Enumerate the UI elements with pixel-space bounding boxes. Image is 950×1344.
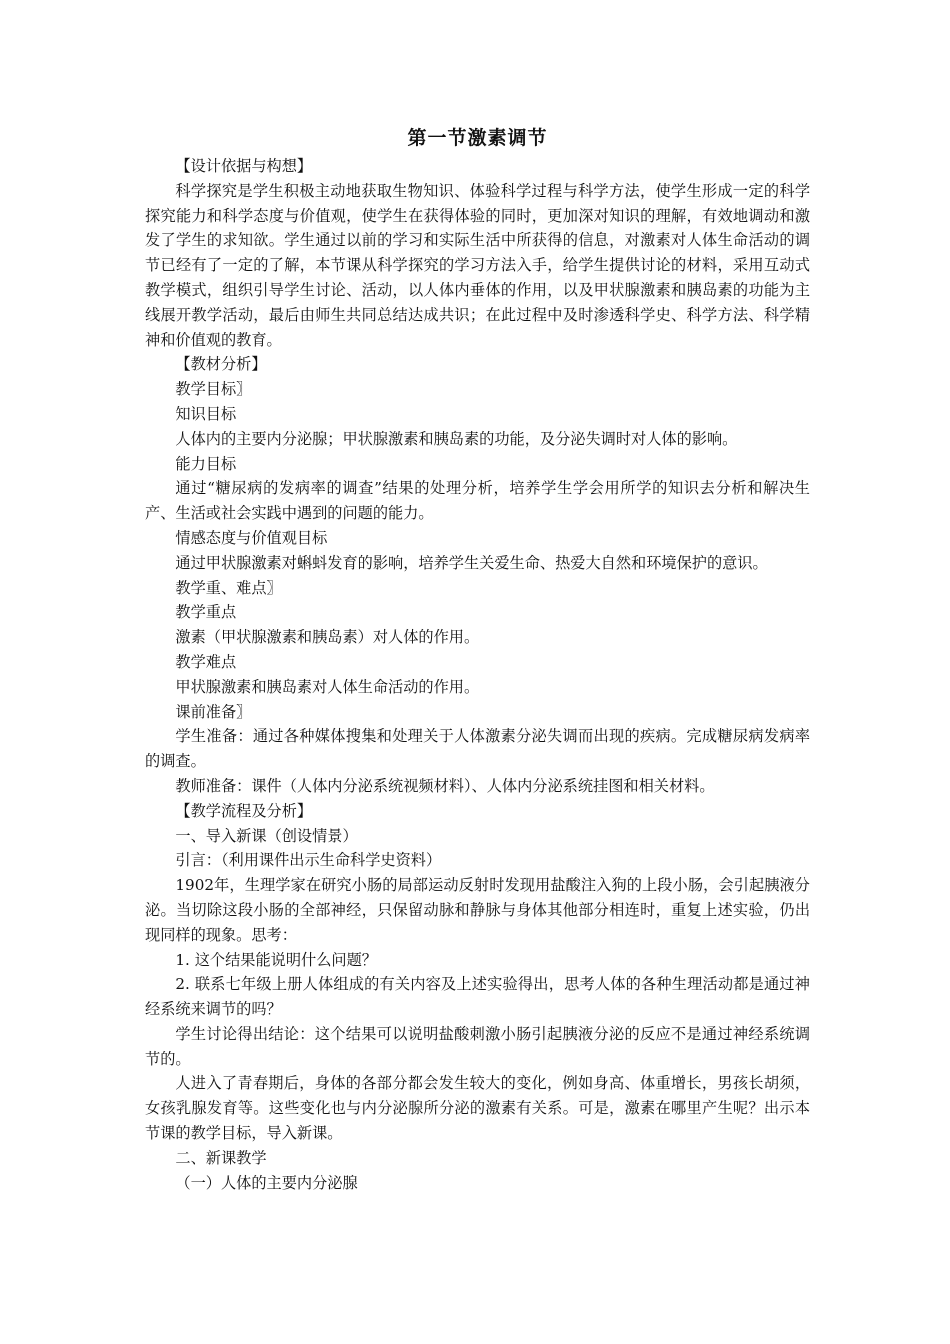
paragraph: 教师准备：课件（人体内分泌系统视频材料）、人体内分泌系统挂图和相关材料。 [175,776,715,795]
subheading: 教学目标〗 [175,380,252,399]
paragraph: 引言：（利用课件出示生命科学史资料） [175,851,442,870]
subheading: 一、导入新课（创设情景） [175,826,358,845]
document-body [145,154,810,1195]
section-heading: 【设计依据与构想】 [175,157,313,175]
subheading: 情感态度与价值观目标 [175,528,328,547]
section-heading: 【教学流程及分析】 [175,801,313,820]
paragraph: 1902年，生理学家在研究小肠的局部运动反射时发现用盐酸注入狗的上段小肠，会引起胰液分泌。当切除这段小肠的全部神经，只保留动脉和静脉与身体其他部分相连时，重复上述实验，仍出现同样的现象。思考： [145,876,810,944]
subheading: 教学重、难点〗 [175,578,282,597]
paragraph: 学生讨论得出结论：这个结果可以说明盐酸刺激小肠引起胰液分泌的反应不是通过神经系统调节的。 [145,1024,810,1068]
paragraph: 通过“糖尿病的发病率的调查”结果的处理分析，培养学生学会用所学的知识去分析和解决生产、生活或社会实践中遇到的问题的能力。 [145,479,810,523]
paragraph: 激素（甲状腺激素和胰岛素）对人体的作用。 [175,628,480,647]
paragraph: 甲状腺激素和胰岛素对人体生命活动的作用。 [175,677,480,696]
paragraph: 学生准备：通过各种媒体搜集和处理关于人体激素分泌失调而出现的疾病。完成糖尿病发病率的调查。 [145,727,810,771]
subheading: 教学重点 [175,603,237,622]
subheading: 知识目标 [175,404,237,423]
list-item: 2. 联系七年级上册人体组成的有关内容及上述实验得出，思考人体的各种生理活动都是通过神经系统来调节的吗？ [145,975,810,1019]
document-page [145,124,810,1195]
section-heading: 【教材分析】 [175,355,267,374]
paragraph: 科学探究是学生积极主动地获取生物知识、体验科学过程与科学方法，使学生形成一定的科学探究能力和科学态度与价值观，使学生在获得体验的同时，更加深对知识的理解，有效地调动和激发了学生的求知欲。学生通过以前的学习和实际生活中所获得的信息，对激素对人体生命活动的调节已经有了一定的了解，本节课从科学探究的学习方法入手，给学生提供讨论的材料，采用互动式教学模式，组织引导学生讨论、活动，以人体内垂体的作用，以及甲状腺激素和胰岛素的功能为主线展开教学活动，最后由师生共同总结达成共识；在此过程中及时渗透科学史、科学方法、科学精神和价值观的教育。 [145,181,810,349]
subheading: 二、新课教学 [175,1148,267,1167]
list-item: 1. 这个结果能说明什么问题？ [175,950,377,969]
paragraph: 人进入了青春期后，身体的各部分都会发生较大的变化，例如身高、体重增长，男孩长胡须，女孩乳腺发育等。这些变化也与内分泌腺所分泌的激素有关系。可是，激素在哪里产生呢？出示本节课的教学目标，导入新课。 [145,1074,810,1143]
subheading: 能力目标 [175,454,237,473]
subheading: 课前准备〗 [175,702,252,721]
page-title: 第一节激素调节 [407,127,548,149]
subheading: （一）人体的主要内分泌腺 [175,1173,358,1192]
subheading: 教学难点 [175,652,237,671]
paragraph: 人体内的主要内分泌腺；甲状腺激素和胰岛素的功能，及分泌失调时对人体的影响。 [175,429,738,448]
paragraph: 通过甲状腺激素对蝌蚪发育的影响，培养学生关爱生命、热爱大自然和环境保护的意识。 [175,553,768,572]
